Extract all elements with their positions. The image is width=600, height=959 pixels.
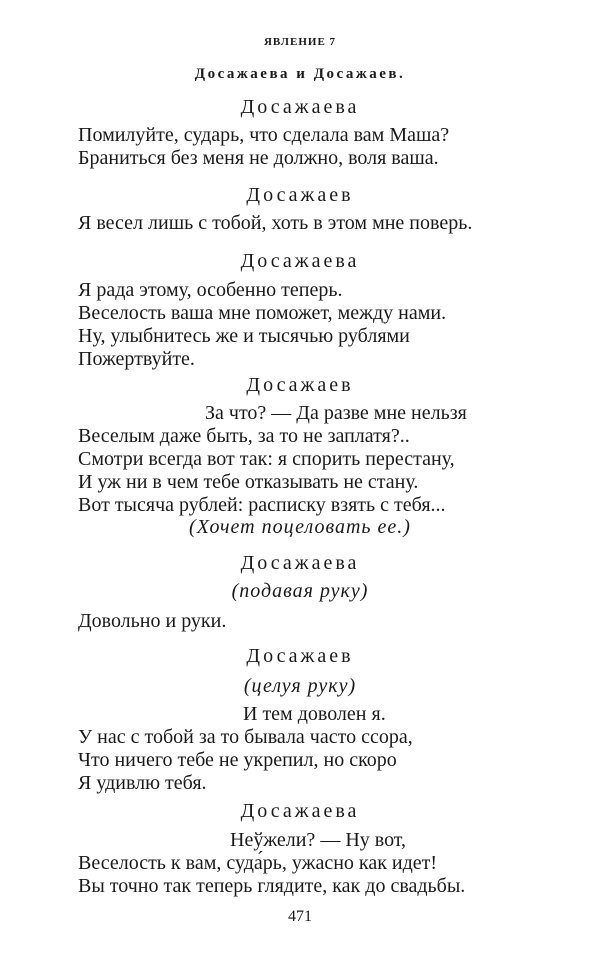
verse-line: Неўжели? — Ну вот,: [230, 829, 407, 851]
speaker-name: Досажаев: [246, 645, 354, 667]
verse-line: Веселость к вам, суда́рь, ужасно как идет!: [78, 852, 438, 874]
stage-direction: (целуя руку): [243, 675, 357, 697]
verse-line: Веселость ваша мне поможет, между нами.: [78, 302, 447, 324]
verse-line: Смотри всегда вот так: я спорить перестану,: [78, 448, 455, 470]
verse-line: Я рада этому, особенно теперь.: [78, 279, 343, 301]
verse-line: Я весел лишь с тобой, хоть в этом мне поверь.: [78, 212, 473, 234]
speaker-name: Досажаева: [240, 800, 360, 822]
verse-line: Веселым даже быть, за то не заплатя?..: [78, 425, 410, 447]
speaker-name: Досажаева: [240, 552, 360, 574]
verse-line: Что ничего тебе не укрепил, но скоро: [78, 749, 397, 771]
verse-line: Помилуйте, сударь, что сделала вам Маша?: [78, 124, 450, 146]
verse-line: Вот тысяча рублей: расписку взять с тебя...: [78, 494, 446, 516]
verse-line: Пожертвуйте.: [78, 348, 195, 370]
characters-line: Досажаева и Досажаев.: [194, 66, 406, 82]
stage-direction: (подавая руку): [231, 580, 369, 602]
stage-direction: (Хочет поцеловать ее.): [189, 516, 411, 538]
verse-line: И тем доволен я.: [243, 703, 386, 725]
verse-line: Довольно и руки.: [78, 610, 227, 632]
scene-title: ЯВЛЕНИЕ 7: [263, 36, 337, 48]
page-number: 471: [288, 908, 312, 925]
speaker-name: Досажаева: [240, 96, 360, 118]
speaker-name: Досажаев: [246, 184, 354, 206]
verse-line: И уж ни в чем тебе отказывать не стану.: [78, 471, 419, 493]
verse-line: У нас с тобой за то бывала часто ссора,: [78, 726, 413, 748]
verse-line: Ну, улыбнитесь же и тысячью рублями: [78, 325, 410, 347]
speaker-name: Досажаев: [246, 374, 354, 396]
verse-line: За что? — Да разве мне нельзя: [205, 402, 467, 424]
verse-line: Браниться без меня не должно, воля ваша.: [78, 147, 439, 169]
speaker-name: Досажаева: [240, 250, 360, 272]
verse-line: Вы точно так теперь глядите, как до свадьбы.: [78, 875, 466, 897]
verse-line: Я удивлю тебя.: [78, 772, 207, 794]
